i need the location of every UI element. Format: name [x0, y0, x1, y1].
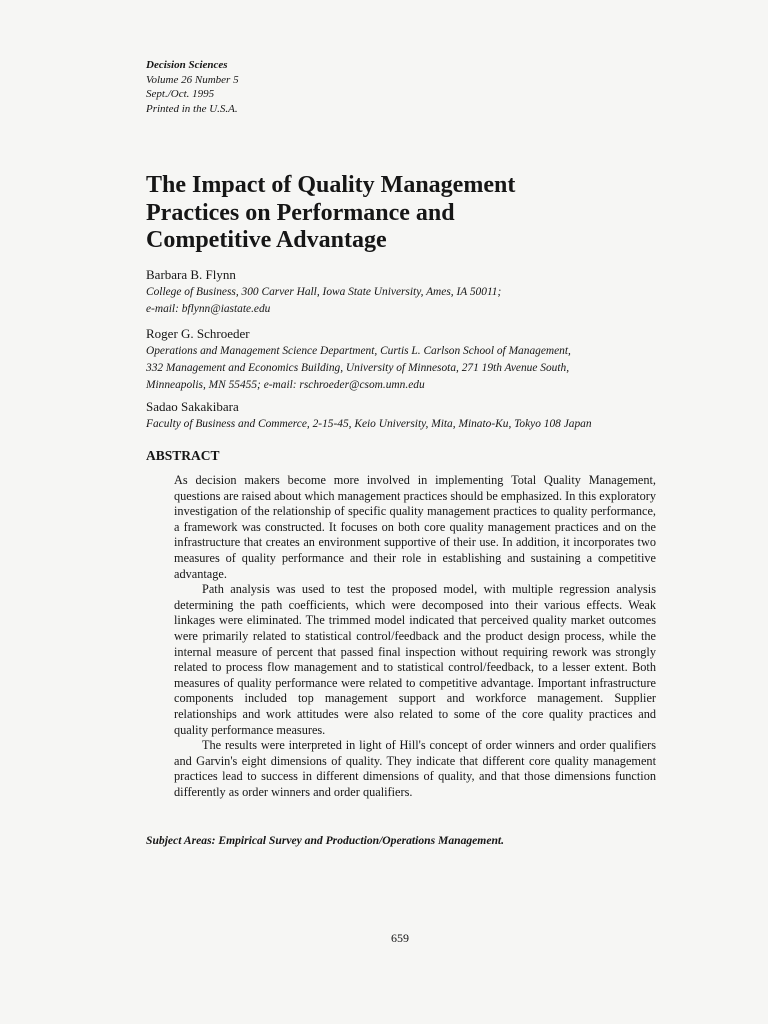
journal-volume: Volume 26 Number 5: [146, 73, 239, 86]
abstract-heading: ABSTRACT: [146, 448, 220, 463]
abstract-body: [174, 473, 656, 800]
author-affiliation-line: Operations and Management Science Department, Curtis L. Carlson School of Management,: [146, 345, 571, 357]
journal-date: Sept./Oct. 1995: [146, 88, 215, 100]
author-sakakibara: [146, 398, 666, 433]
author-affiliation-line: e-mail: bflynn@iastate.edu: [146, 303, 271, 315]
title-line: The Impact of Quality Management: [146, 172, 516, 198]
author-flynn: [146, 266, 666, 318]
author-schroeder: [146, 325, 666, 394]
title-line: Practices on Performance and: [146, 199, 455, 226]
journal-name: Decision Sciences: [146, 59, 228, 71]
author-name: Sadao Sakakibara: [146, 399, 239, 414]
abstract-paragraph: Path analysis was used to test the proposed model, with multiple regression analysis determining the path coefficients, which were decomposed into their various effects. Weak linkages were eliminated. The trimmed model indicated that perceived quality market outcomes were primarily related to statistical control/feedback and the product design process, while the internal measure of percent that passed final inspection without requiring rework was strongly related to process flow management and to statistical control/feedback, to a lesser extent. Both measures of quality performance were related to competitive advantage. Important infrastructure components included top management support and workforce management. Supplier relationships and work attitudes were also related to some of the core quality practices and quality performance measures.: [174, 582, 656, 737]
abstract-paragraph: As decision makers become more involved in implementing Total Quality Management, questions are raised about which management practices should be emphasized. In this exploratory investigation of the relationship of specific quality management practices to quality performance, a framework was constructed. It focuses on both core quality management practices and on the infrastructure that creates an environment supportive of their use. In addition, it incorporates two measures of quality performance and their role in establishing and sustaining a competitive advantage.: [174, 473, 656, 581]
author-name: Roger G. Schroeder: [146, 326, 250, 341]
journal-info: [146, 58, 239, 116]
paper-title: [146, 172, 666, 255]
author-name: Barbara B. Flynn: [146, 267, 236, 282]
author-affiliation-line: Faculty of Business and Commerce, 2-15-45, Keio University, Mita, Minato-Ku, Tokyo 108 Japan: [146, 418, 592, 430]
title-line: Competitive Advantage: [146, 227, 387, 253]
author-affiliation-line: 332 Management and Economics Building, University of Minnesota, 271 19th Avenue South,: [146, 362, 570, 374]
author-affiliation-line: Minneapolis, MN 55455; e-mail: rschroeder@csom.umn.edu: [146, 379, 425, 391]
abstract-paragraph: The results were interpreted in light of Hill's concept of order winners and order qualifiers and Garvin's eight dimensions of quality. They indicate that different core quality management practices lead to success in different dimensions of quality, and that those dimensions function differently as order winners and order qualifiers.: [174, 738, 656, 799]
page-number: 659: [391, 931, 409, 945]
author-affiliation-line: College of Business, 300 Carver Hall, Iowa State University, Ames, IA 50011;: [146, 286, 502, 298]
subject-areas: Subject Areas: Empirical Survey and Production/Operations Management.: [146, 834, 505, 847]
journal-printed: Printed in the U.S.A.: [146, 102, 238, 115]
